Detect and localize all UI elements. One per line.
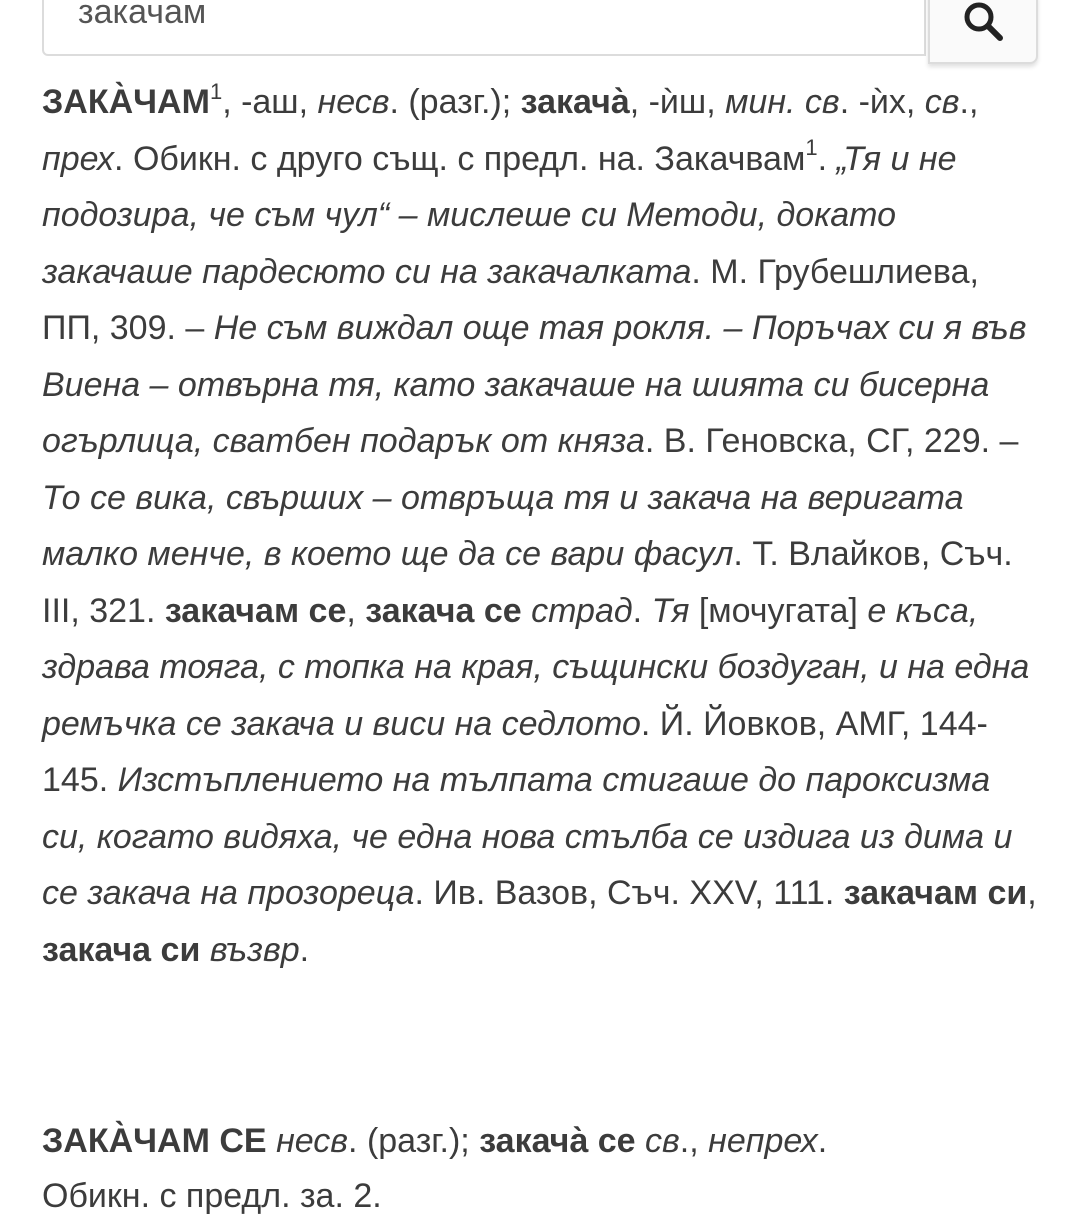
bold-term: закача си	[42, 930, 201, 969]
plain-text: , -аш,	[222, 83, 318, 121]
search-input-value: закачам	[78, 0, 207, 31]
entry-continuation-text: Обикн. с предл. за. 2.	[42, 1177, 382, 1215]
italic-text: „Тя и не подозира, че съм чул“ – мислеше си Методи, докато закачаше пардесюто си на закачалката	[42, 139, 957, 291]
italic-text: непрех	[708, 1122, 818, 1160]
plain-text: . Й. Йовков, АМГ, 144-145.	[42, 704, 988, 799]
plain-text: . -ѝх,	[839, 83, 925, 121]
italic-text: възвр	[209, 930, 300, 969]
italic-text: несв	[276, 1122, 349, 1160]
plain-text: ,	[1027, 874, 1037, 912]
plain-text	[267, 1122, 276, 1160]
plain-text: .,	[679, 1122, 709, 1160]
bold-term: закача се	[365, 591, 522, 630]
bold-term: закача̀ се	[479, 1122, 636, 1160]
plain-text: . (разг.);	[389, 83, 521, 121]
plain-text: .,	[959, 83, 979, 121]
plain-text: . В. Геновска, СГ, 229. –	[644, 422, 1019, 460]
plain-text: , -ѝш,	[629, 83, 726, 121]
italic-text: св	[645, 1122, 680, 1160]
plain-text: . Обикн. с друго същ. с предл. на. Закачвам	[114, 139, 806, 178]
italic-text: Не съм виждал още тая рокля. – Поръчах си я във Виена – отвърна тя, като закачаше на шията си бисерна огърлица, сватбен подарък от княза	[42, 309, 1027, 460]
plain-text: .	[299, 930, 310, 969]
italic-text: прех	[42, 139, 115, 178]
bold-term: закача̀	[520, 83, 630, 121]
search-input[interactable]	[42, 0, 926, 56]
italic-text: несв	[317, 83, 390, 121]
plain-text: .	[817, 139, 837, 178]
italic-text: Изстъплението на тълпата стигаше до пароксизма си, когато видяха, че една нова стълба се издига из дима и се закача на прозореца	[42, 761, 1013, 912]
dictionary-entry-zakacham-se	[42, 1113, 1042, 1170]
italic-text: е къса, здрава тояга, с топка на края, същински боздуган, и на една ремъчка се закача и виси на седлото	[42, 591, 1030, 743]
bold-term: ЗАКА̀ЧАМ	[42, 83, 210, 121]
plain-text: .	[632, 591, 652, 630]
plain-text: [мочугата]	[698, 591, 868, 630]
italic-text: Тя	[651, 591, 699, 630]
plain-text: . (разг.);	[348, 1122, 480, 1160]
italic-text: страд	[531, 591, 633, 630]
bold-term: закачам си	[843, 874, 1028, 912]
plain-text: .	[817, 1122, 828, 1160]
plain-text: ,	[346, 591, 366, 630]
superscript-number: 1	[805, 135, 818, 161]
search-icon	[962, 0, 1006, 44]
search-bar	[42, 0, 1038, 64]
plain-text: . Т. Влайков, Съч. III, 321.	[42, 535, 1013, 630]
entry-continuation-cut	[42, 1168, 602, 1215]
plain-text	[636, 1122, 645, 1160]
italic-text: То се вика, свърших – отвръща тя и закача на веригата малко менче, в което ще да се вари фасул	[42, 478, 964, 573]
italic-text: св	[924, 83, 960, 121]
plain-text	[200, 931, 209, 969]
superscript-number: 1	[209, 78, 223, 104]
dictionary-entry-zakacham	[42, 74, 1042, 978]
plain-text: . Ив. Вазов, Съч. XXV, 111.	[414, 874, 844, 912]
plain-text	[522, 592, 531, 630]
plain-text: . М. Грубешлиева, ПП, 309. –	[42, 252, 979, 347]
bold-term: закачам се	[164, 591, 347, 630]
bold-term: ЗАКА̀ЧАМ СЕ	[42, 1122, 267, 1160]
search-button[interactable]	[928, 0, 1038, 64]
italic-text: мин. св	[725, 83, 840, 121]
